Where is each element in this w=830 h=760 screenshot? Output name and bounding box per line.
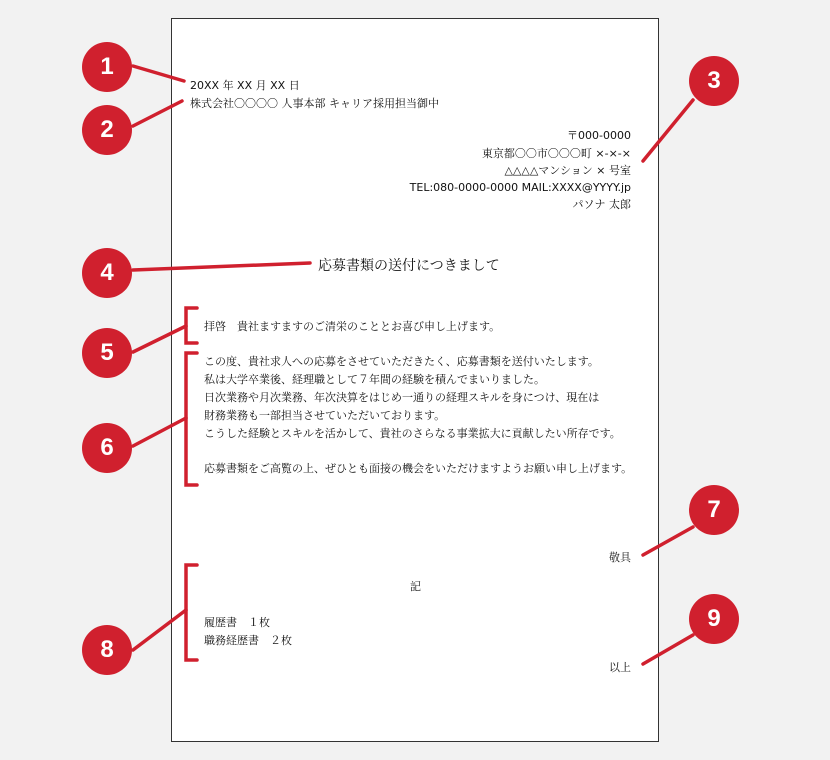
letter-subject: 応募書類の送付につきまして	[318, 258, 500, 274]
enclosure-item: 履歴書 １枚	[204, 616, 270, 629]
marker-badge-4: 4	[82, 248, 132, 298]
body-line: 私は大学卒業後、経理職として７年間の経験を積んでまいりました。	[204, 373, 545, 386]
marker-badge-6: 6	[82, 423, 132, 473]
closing-request: 応募書類をご高覧の上、ぜひとも面接の機会をいただけますようお願い申し上げます。	[204, 462, 633, 475]
body-line: 日次業務や月次業務、年次決算をはじめ一通りの経理スキルを身につけ、現在は	[204, 391, 600, 404]
sender-address-1: 東京都〇〇市〇〇〇町 ×-×-×	[481, 147, 631, 160]
enclosure-item: 職務経歴書 ２枚	[204, 634, 292, 647]
marker-badge-7: 7	[689, 485, 739, 535]
marker-badge-5: 5	[82, 328, 132, 378]
sender-address-2: △△△△マンション × 号室	[504, 164, 631, 177]
body-line: こうした経験とスキルを活かして、貴社のさらなる事業拡大に貢献したい所存です。	[204, 427, 621, 440]
sender-contact: TEL:080-0000-0000 MAIL:XXXX@YYYY.jp	[409, 181, 631, 194]
letter-end: 以上	[609, 661, 631, 674]
marker-badge-1: 1	[82, 42, 132, 92]
enclosure-heading: 記	[410, 580, 421, 593]
letter-page	[171, 18, 659, 742]
marker-badge-9: 9	[689, 594, 739, 644]
letter-closing: 敬具	[609, 551, 631, 564]
sender-postal: 〒000-0000	[567, 129, 631, 142]
sender-name: パソナ 太郎	[572, 198, 631, 211]
body-line: この度、貴社求人への応募をさせていただきたく、応募書類を送付いたします。	[204, 355, 599, 368]
marker-badge-3: 3	[689, 56, 739, 106]
marker-badge-8: 8	[82, 625, 132, 675]
letter-greeting: 拝啓 貴社ますますのご清栄のこととお喜び申し上げます。	[204, 320, 501, 333]
marker-badge-2: 2	[82, 105, 132, 155]
letter-date: 20XX 年 XX 月 XX 日	[190, 79, 300, 92]
body-line: 財務業務も一部担当させていただいております。	[204, 409, 446, 422]
letter-recipient: 株式会社〇〇〇〇 人事本部 キャリア採用担当御中	[190, 97, 439, 110]
